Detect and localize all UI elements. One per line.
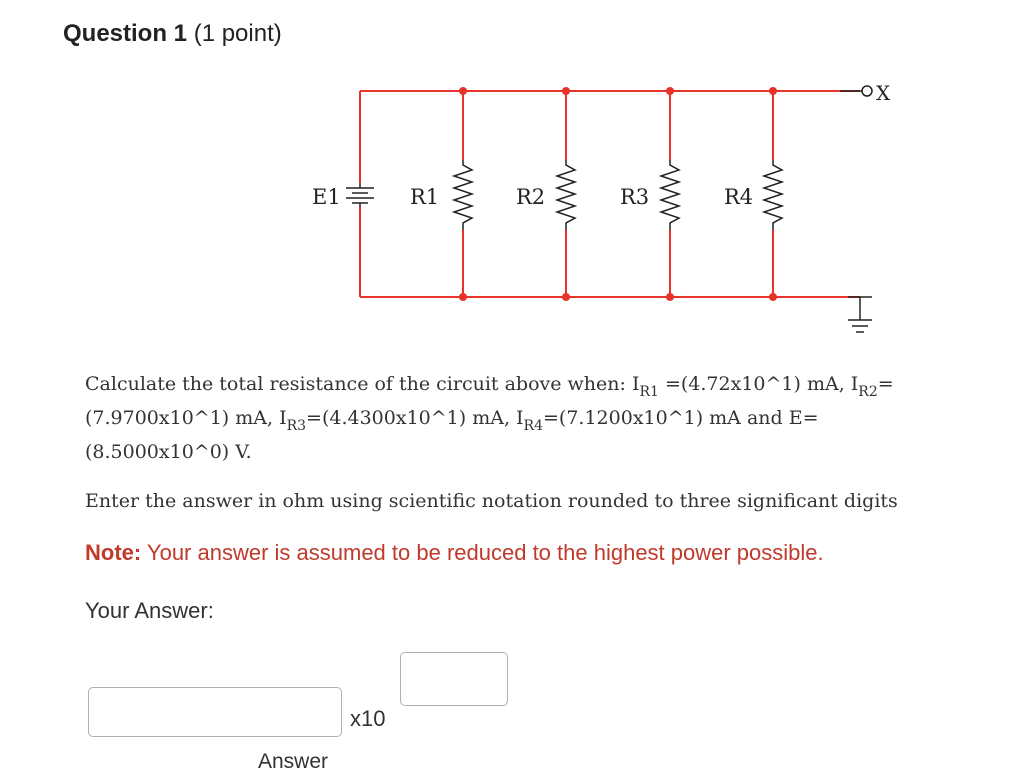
resistor-label-r1: R1	[410, 185, 440, 209]
question-points: (1 point)	[193, 20, 282, 47]
current-sub-r3: R3	[286, 418, 307, 434]
current-symbol-r2: I	[850, 373, 859, 395]
times-ten-label: x10	[350, 706, 386, 731]
resistor-label-r3: R3	[620, 185, 650, 209]
mantissa-input[interactable]	[88, 687, 342, 737]
circuit-diagram	[300, 70, 920, 360]
question-title: Question 1	[63, 20, 188, 47]
answer-label: Answer	[258, 750, 329, 773]
note-text: Your answer is assumed to be reduced to the highest power possible.	[141, 540, 824, 565]
current-value-r4: =(7.1200x10^1) mA and E=	[543, 407, 819, 429]
current-value-r1: =(4.72x10^1) mA,	[658, 373, 851, 395]
exponent-input[interactable]	[400, 652, 508, 706]
resistor-r3-icon	[661, 160, 679, 230]
terminal-x	[840, 81, 891, 105]
question-header	[63, 20, 282, 48]
resistor-r4-icon	[764, 160, 782, 230]
current-value-r2: =(7.9700x10^1) mA,	[85, 373, 894, 429]
current-symbol-r3: I	[279, 407, 287, 429]
answer-instructions: Enter the answer in ohm using scientific notation rounded to three significant digits	[85, 490, 898, 512]
current-symbol-r4: I	[516, 407, 524, 429]
current-sub-r1: R1	[639, 384, 659, 400]
current-sub-r4: R4	[523, 418, 543, 434]
terminal-label: X	[876, 81, 891, 105]
note	[85, 540, 824, 566]
current-value-r3: =(4.4300x10^1) mA,	[306, 407, 517, 429]
resistor-label-r2: R2	[516, 185, 546, 209]
battery-icon	[346, 183, 374, 207]
resistor-r1-icon	[454, 160, 472, 230]
voltage-value: (8.5000x10^0) V.	[85, 441, 252, 463]
question-prompt	[85, 368, 965, 468]
your-answer-label: Your Answer:	[85, 598, 214, 623]
resistor-r2-icon	[557, 160, 575, 230]
prompt-lead: Calculate the total resistance of the circuit above when:	[85, 373, 632, 395]
resistor-label-r4: R4	[724, 185, 754, 209]
source-label: E1	[312, 185, 341, 209]
ground-icon	[848, 297, 872, 332]
current-sub-r2: R2	[858, 384, 878, 400]
note-label: Note:	[85, 540, 142, 565]
current-symbol-r1: I	[631, 373, 640, 395]
